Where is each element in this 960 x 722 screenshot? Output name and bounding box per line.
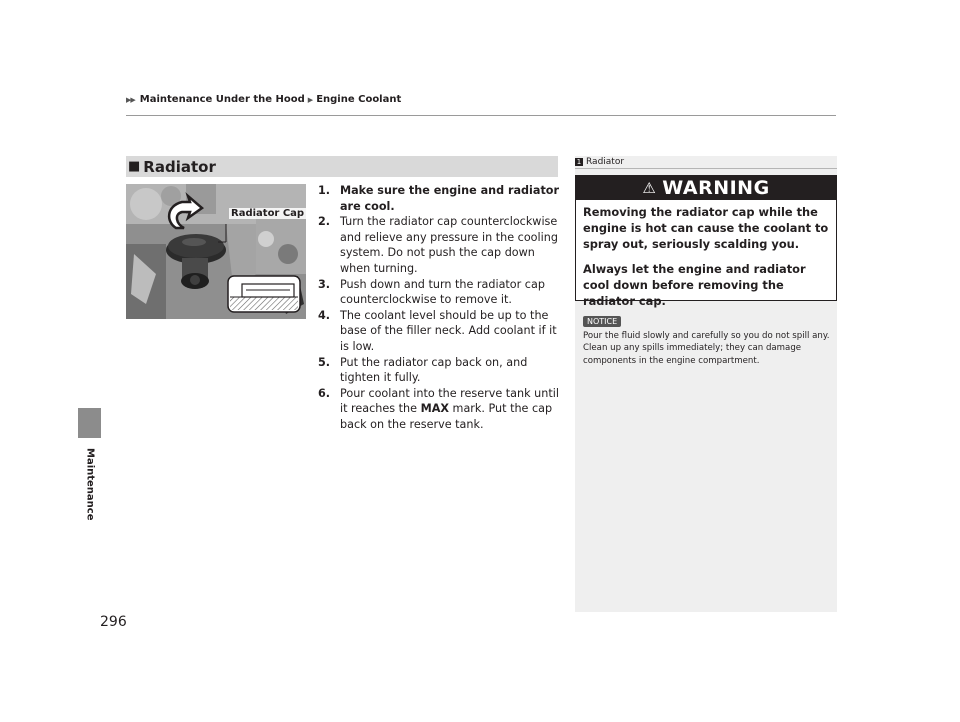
breadcrumb-current: Engine Coolant: [316, 94, 402, 105]
breadcrumb-arrow-icon: ▶: [307, 95, 314, 104]
warning-line: Always let the engine and radiator cool down before removing the radiator cap.: [583, 262, 806, 308]
warning-heading: WARNING: [662, 177, 770, 199]
chapter-side-label: [80, 448, 100, 521]
engine-bay-illustration: [126, 184, 306, 319]
side-note-title: 1 Radiator: [576, 157, 625, 167]
chapter-side-label-text: Maintenance: [84, 448, 96, 521]
list-item: 2. Turn the radiator cap counterclockwise and relieve any pressure in the cooling system. Do not push the cap down when turning.: [318, 215, 558, 275]
warning-box: [575, 175, 837, 308]
list-item: 5. Put the radiator cap back on, and tighten it fully.: [318, 355, 528, 385]
breadcrumb-arrow-icon: ▶▶: [126, 95, 135, 104]
radiator-photo: [126, 184, 306, 319]
page-number: 296: [100, 614, 127, 630]
breadcrumb-parent[interactable]: Maintenance Under the Hood: [139, 94, 305, 105]
warning-line: Removing the radiator cap while the engine is hot can cause the coolant to spray out, seriously scalding you.: [583, 205, 829, 251]
warning-body: [576, 200, 836, 309]
warning-header: [576, 176, 836, 200]
breadcrumb: [126, 94, 401, 105]
list-item: 1. Make sure the engine and radiator are cool.: [318, 184, 559, 213]
list-item: 6. Pour coolant into the reserve tank until it reaches the MAX mark. Put the cap back on the reserve tank.: [318, 386, 559, 431]
section-heading: [126, 156, 558, 177]
radiator-cap-callout: Radiator Cap: [231, 208, 305, 219]
list-item: 3. Push down and turn the radiator cap counterclockwise to remove it.: [318, 277, 545, 307]
max-mark-label: MAX: [420, 402, 449, 416]
header-divider: [126, 115, 836, 116]
warning-triangle-icon: ⚠: [642, 179, 657, 197]
list-item: 4. The coolant level should be up to the base of the filler neck. Add coolant if it is low.: [318, 308, 557, 353]
square-bullet-icon: ■: [128, 159, 141, 174]
notice-badge: NOTICE: [583, 316, 621, 327]
chapter-tab-marker[interactable]: [78, 408, 101, 438]
procedure-steps: [318, 183, 561, 433]
section-title: Radiator: [143, 157, 216, 176]
notice-text: Pour the fluid slowly and carefully so you do not spill any. Clean up any spills immediately; they can damage components in the engine compartment.: [583, 331, 830, 366]
note-reference-icon: 1: [576, 158, 582, 166]
side-note-divider: [575, 168, 837, 169]
